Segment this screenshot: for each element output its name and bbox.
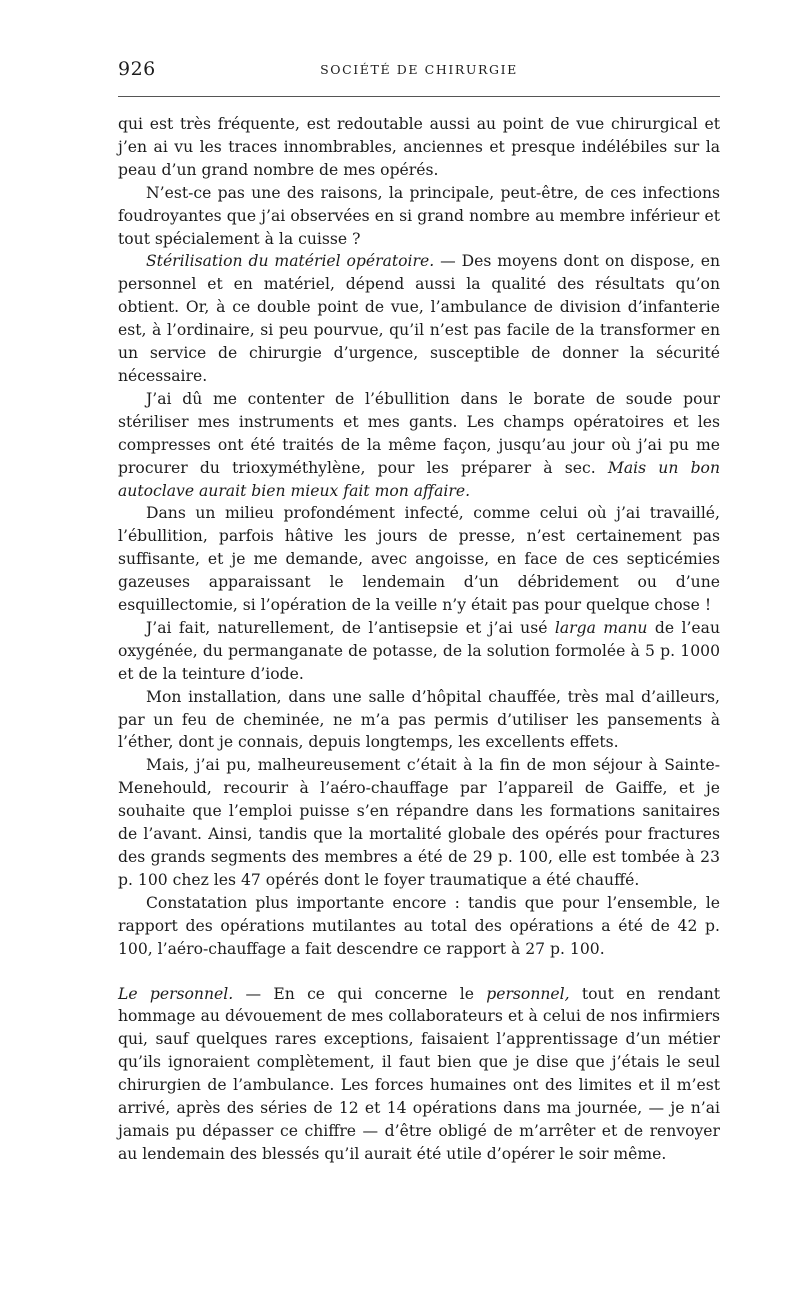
paragraph-personnel-italic: personnel,: [486, 984, 570, 1003]
paragraph-4-text: J’ai dû me contenter de l’ébullition dans le borate de soude pour stériliser mes instruments et mes gants. Les champs opératoires et les compresses ont été traités de la même façon, jusqu’au jour où j’ai pu me procurer du trioxyméthylène, pour les préparer à sec.: [118, 389, 720, 477]
paragraph-1: qui est très fréquente, est redoutable aussi au point de vue chirurgical et j’en ai vu les traces innombrables, anciennes et presque indélébiles sur la peau d’un grand nombre de mes opérés.: [118, 115, 720, 179]
paragraph-sterilisation: [118, 250, 720, 387]
paragraph-2: N’est-ce pas une des raisons, la principale, peut-être, de ces infections foudroyantes que j’ai observées en si grand nombre au membre inférieur et tout spécialement à la cuisse ?: [118, 183, 720, 248]
page-header: [118, 58, 720, 84]
paragraph-4: [118, 388, 720, 503]
paragraph-6-italic: larga manu: [554, 618, 648, 637]
paragraph-5: Dans un milieu profondément infecté, comme celui où j’ai travaillé, l’ébullition, parfois hâtive les jours de presse, n’est certainement pas suffisante, et je me demande, avec angoisse, en face de ces septicémies gazeuses apparaissant le lendemain d’un débridement ou d’une esquillectomie, si l’opération de la veille n’y était pas pour quelque chose !: [118, 504, 720, 615]
paragraph-6: [118, 617, 720, 686]
paragraph-6-after: de l’eau oxygénée, du permanganate de potasse, de la solution formolée à 5 p. 1000 et de la teinture d’iode.: [118, 618, 720, 683]
paragraph-8: Mais, j’ai pu, malheureusement c’était à la fin de mon séjour à Sainte-Menehould, recourir à l’aéro-chauffage par l’appareil de Gaiffe, et je souhaite que l’emploi puisse s’en répandre dans les formations sanitaires de l’avant. Ainsi, tandis que la mortalité globale des opérés pour fractures des grands segments des membres a été de 29 p. 100, elle est tombée à 23 p. 100 chez les 47 opérés dont le foyer traumatique a été chauffé.: [118, 756, 720, 889]
paragraph-7: Mon installation, dans une salle d’hôpital chauffée, très mal d’ailleurs, par un feu de cheminée, ne m’a pas permis d’utiliser les pansements à l’éther, dont je connais, depuis longtemps, les excellents effets.: [118, 687, 720, 752]
paragraph-6-before: J’ai fait, naturellement, de l’antisepsie et j’ai usé: [146, 618, 555, 637]
paragraph-4-italic: Mais un bon autoclave aurait bien mieux fait mon affaire.: [118, 458, 720, 500]
header-rule: [118, 96, 720, 97]
paragraph-9: Constatation plus importante encore : tandis que pour l’ensemble, le rapport des opérations mutilantes au total des opérations a été de 42 p. 100, l’aéro-chauffage a fait descendre ce rapport à 27 p. 100.: [118, 893, 720, 958]
paragraph-sterilisation-text: — Des moyens dont on dispose, en personnel et en matériel, dépend aussi la qualité des résultats qu’on obtient. Or, à ce double point de vue, l’ambulance de division d’infanterie est, à l’ordinaire, si peu pourvue, qu’il n’est pas facile de la transformer en un service de chirurgie d’urgence, susceptible de donner la sécurité nécessaire.: [118, 252, 720, 385]
section-heading-sterilisation: Stérilisation du matériel opératoire.: [146, 252, 435, 271]
body-text: [118, 113, 720, 1166]
section-heading-personnel: Le personnel.: [118, 984, 234, 1003]
paragraph-personnel-before: — En ce qui concerne le: [233, 984, 487, 1003]
paragraph-personnel-after: tout en rendant hommage au dévouement de mes collaborateurs et à celui de nos infirmiers qui, sauf quelques rares exceptions, faisaient l’apprentissage d’un métier qu’ils ignoraient complètement, il faut bien que je dise que j’étais le seul chirurgien de l’ambulance. Les forces humaines ont des limites et il m’est arrivé, après des séries de 12 et 14 opérations dans ma journée, — je n’ai jamais pu dépasser ce chiffre — d’être obligé de m’arrêter et de renvoyer au lendemain des blessés qu’il aurait été utile d’opérer le soir même.: [118, 984, 721, 1163]
paragraph-personnel: [118, 983, 720, 1166]
running-title: SOCIÉTÉ DE CHIRURGIE: [320, 62, 518, 77]
page-number: 926: [118, 58, 156, 80]
